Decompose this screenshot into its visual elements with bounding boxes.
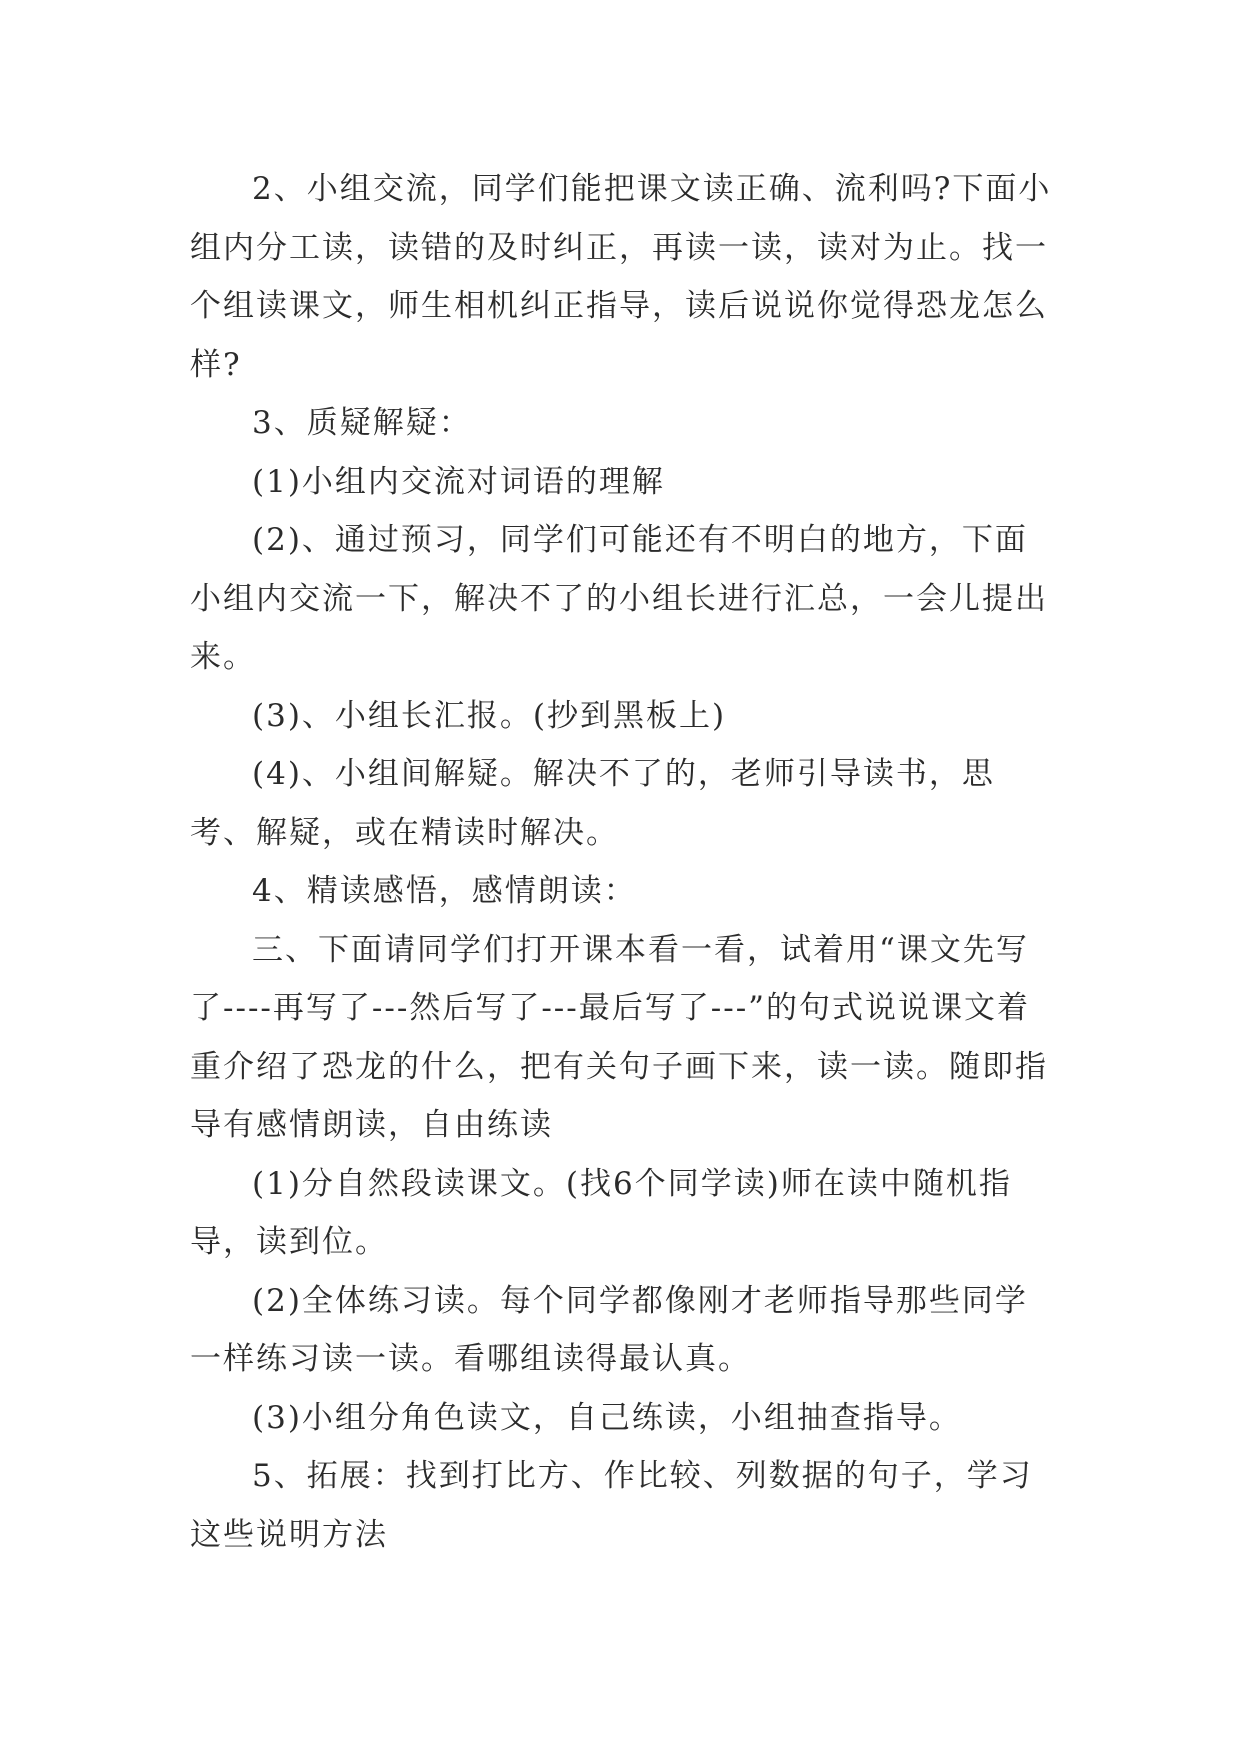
paragraph-section-three: 三、下面请同学们打开课本看一看，试着用“课文先写了----再写了---然后写了---最后写了---”的句式说说课文着重介绍了恐龙的什么，把有关句子画下来，读一读。随即指导有感情朗读，自由练读 (190, 931, 1048, 1143)
paragraph-reading-item-3: (3)小组分角色读文，自己练读，小组抽查指导。 (252, 1399, 962, 1436)
paragraph-intensive-reading-heading: 4、精读感悟，感情朗读： (252, 873, 637, 909)
paragraph-item-4: (4)、小组间解疑。解决不了的，老师引导读书，思考、解疑，或在精读时解决。 (190, 756, 995, 851)
paragraph-question-heading: 3、质疑解疑： (252, 405, 472, 441)
paragraph-reading-item-2: (2)全体练习读。每个同学都像刚才老师指导那些同学一样练习读一读。看哪组读得最认真。 (190, 1282, 1028, 1377)
paragraph-reading-item-1: (1)分自然段读课文。(找6个同学读)师在读中随机指导，读到位。 (190, 1165, 1012, 1260)
document-body (190, 160, 1060, 1564)
paragraph-group-exchange: 2、小组交流，同学们能把课文读正确、流利吗?下面小组内分工读，读错的及时纠正，再读一读，读对为止。找一个组读课文，师生相机纠正指导，读后说说你觉得恐龙怎么样? (190, 171, 1052, 383)
paragraph-item-3: (3)、小组长汇报。(抄到黑板上) (252, 697, 727, 734)
paragraph-item-2: (2)、通过预习，同学们可能还有不明白的地方，下面小组内交流一下，解决不了的小组长进行汇总，一会儿提出来。 (190, 522, 1048, 675)
paragraph-item-1: (1)小组内交流对词语的理解 (252, 463, 665, 500)
paragraph-extension: 5、拓展：找到打比方、作比较、列数据的句子，学习这些说明方法 (190, 1458, 1033, 1553)
